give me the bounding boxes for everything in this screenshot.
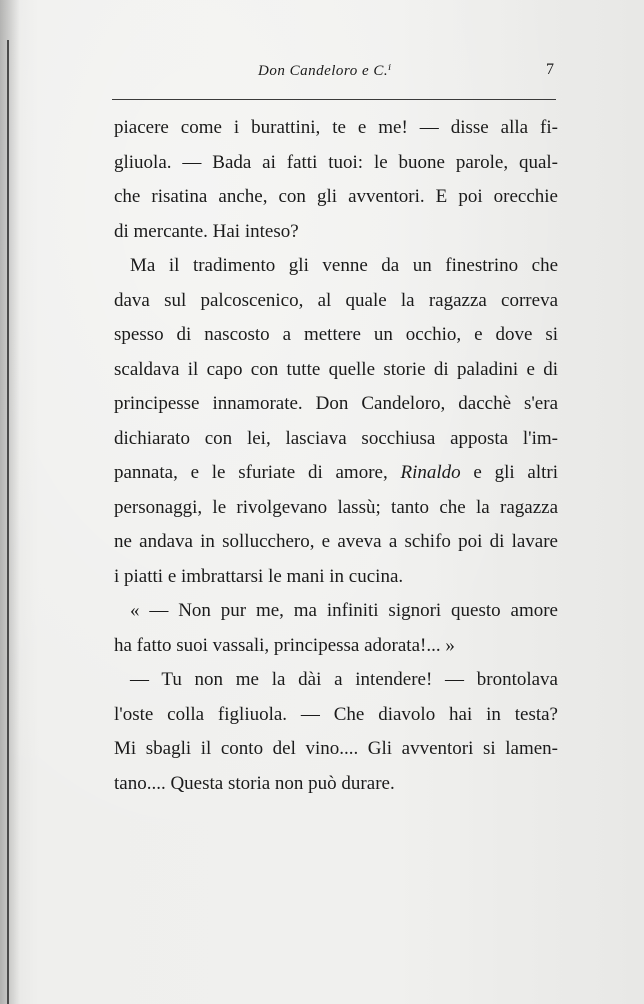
paragraph-start-line: Ma il tradimento gli venne da un finestrino che <box>130 255 558 276</box>
quote-line: « — Non pur me, ma infiniti signori questo amore <box>130 600 558 621</box>
text-line: i piatti e imbrattarsi le mani in cucina. <box>114 565 404 587</box>
running-title: Don Candeloro e C.ⁱ <box>258 63 392 79</box>
text-line: piacere come i burattini, te e me! — disse alla fi- <box>114 117 558 138</box>
text-fragment: pannata, e le sfuriate di amore, <box>114 462 388 483</box>
text-line: di mercante. Hai inteso? <box>114 220 299 242</box>
text-line: che risatina anche, con gli avventori. E poi orecchie <box>114 186 558 207</box>
binding-edge <box>7 40 9 1004</box>
text-line: dava sul palcoscenico, al quale la ragazza correva <box>114 289 558 311</box>
page-number: 7 <box>546 61 554 78</box>
text-line: l'oste colla figliuola. — Che diavolo hai in testa? <box>114 703 558 725</box>
text-line: Mi sbagli il conto del vino.... Gli avventori si lamen- <box>114 738 558 759</box>
binding-shadow <box>0 0 20 1004</box>
text-line: ne andava in sollucchero, e aveva a schifo poi di lavare <box>114 531 558 552</box>
dialogue-line: — Tu non me la dài a intendere! — brontolava <box>130 669 558 690</box>
text-line: scaldava il capo con tutte quelle storie di paladini e di <box>114 358 558 380</box>
header-rule <box>112 99 556 100</box>
text-line: tano.... Questa storia non può durare. <box>114 772 395 794</box>
text-line: personaggi, le rivolgevano lassù; tanto che la ragazza <box>114 496 558 518</box>
text-line: spesso di nascosto a mettere un occhio, e dove si <box>114 324 558 345</box>
body-text <box>114 111 560 801</box>
quote-line: ha fatto suoi vassali, principessa adorata!... » <box>114 634 455 656</box>
text-line-with-italic <box>114 456 558 491</box>
text-line: dichiarato con lei, lasciava socchiusa apposta l'im- <box>114 427 558 449</box>
page-header <box>0 61 644 85</box>
text-line: principesse innamorate. Don Candeloro, dacchè s'era <box>114 393 558 414</box>
italic-name-rinaldo: Rinaldo <box>400 462 461 483</box>
text-line: gliuola. — Bada ai fatti tuoi: le buone parole, qual- <box>114 151 558 173</box>
text-fragment: e gli altri <box>473 462 559 483</box>
